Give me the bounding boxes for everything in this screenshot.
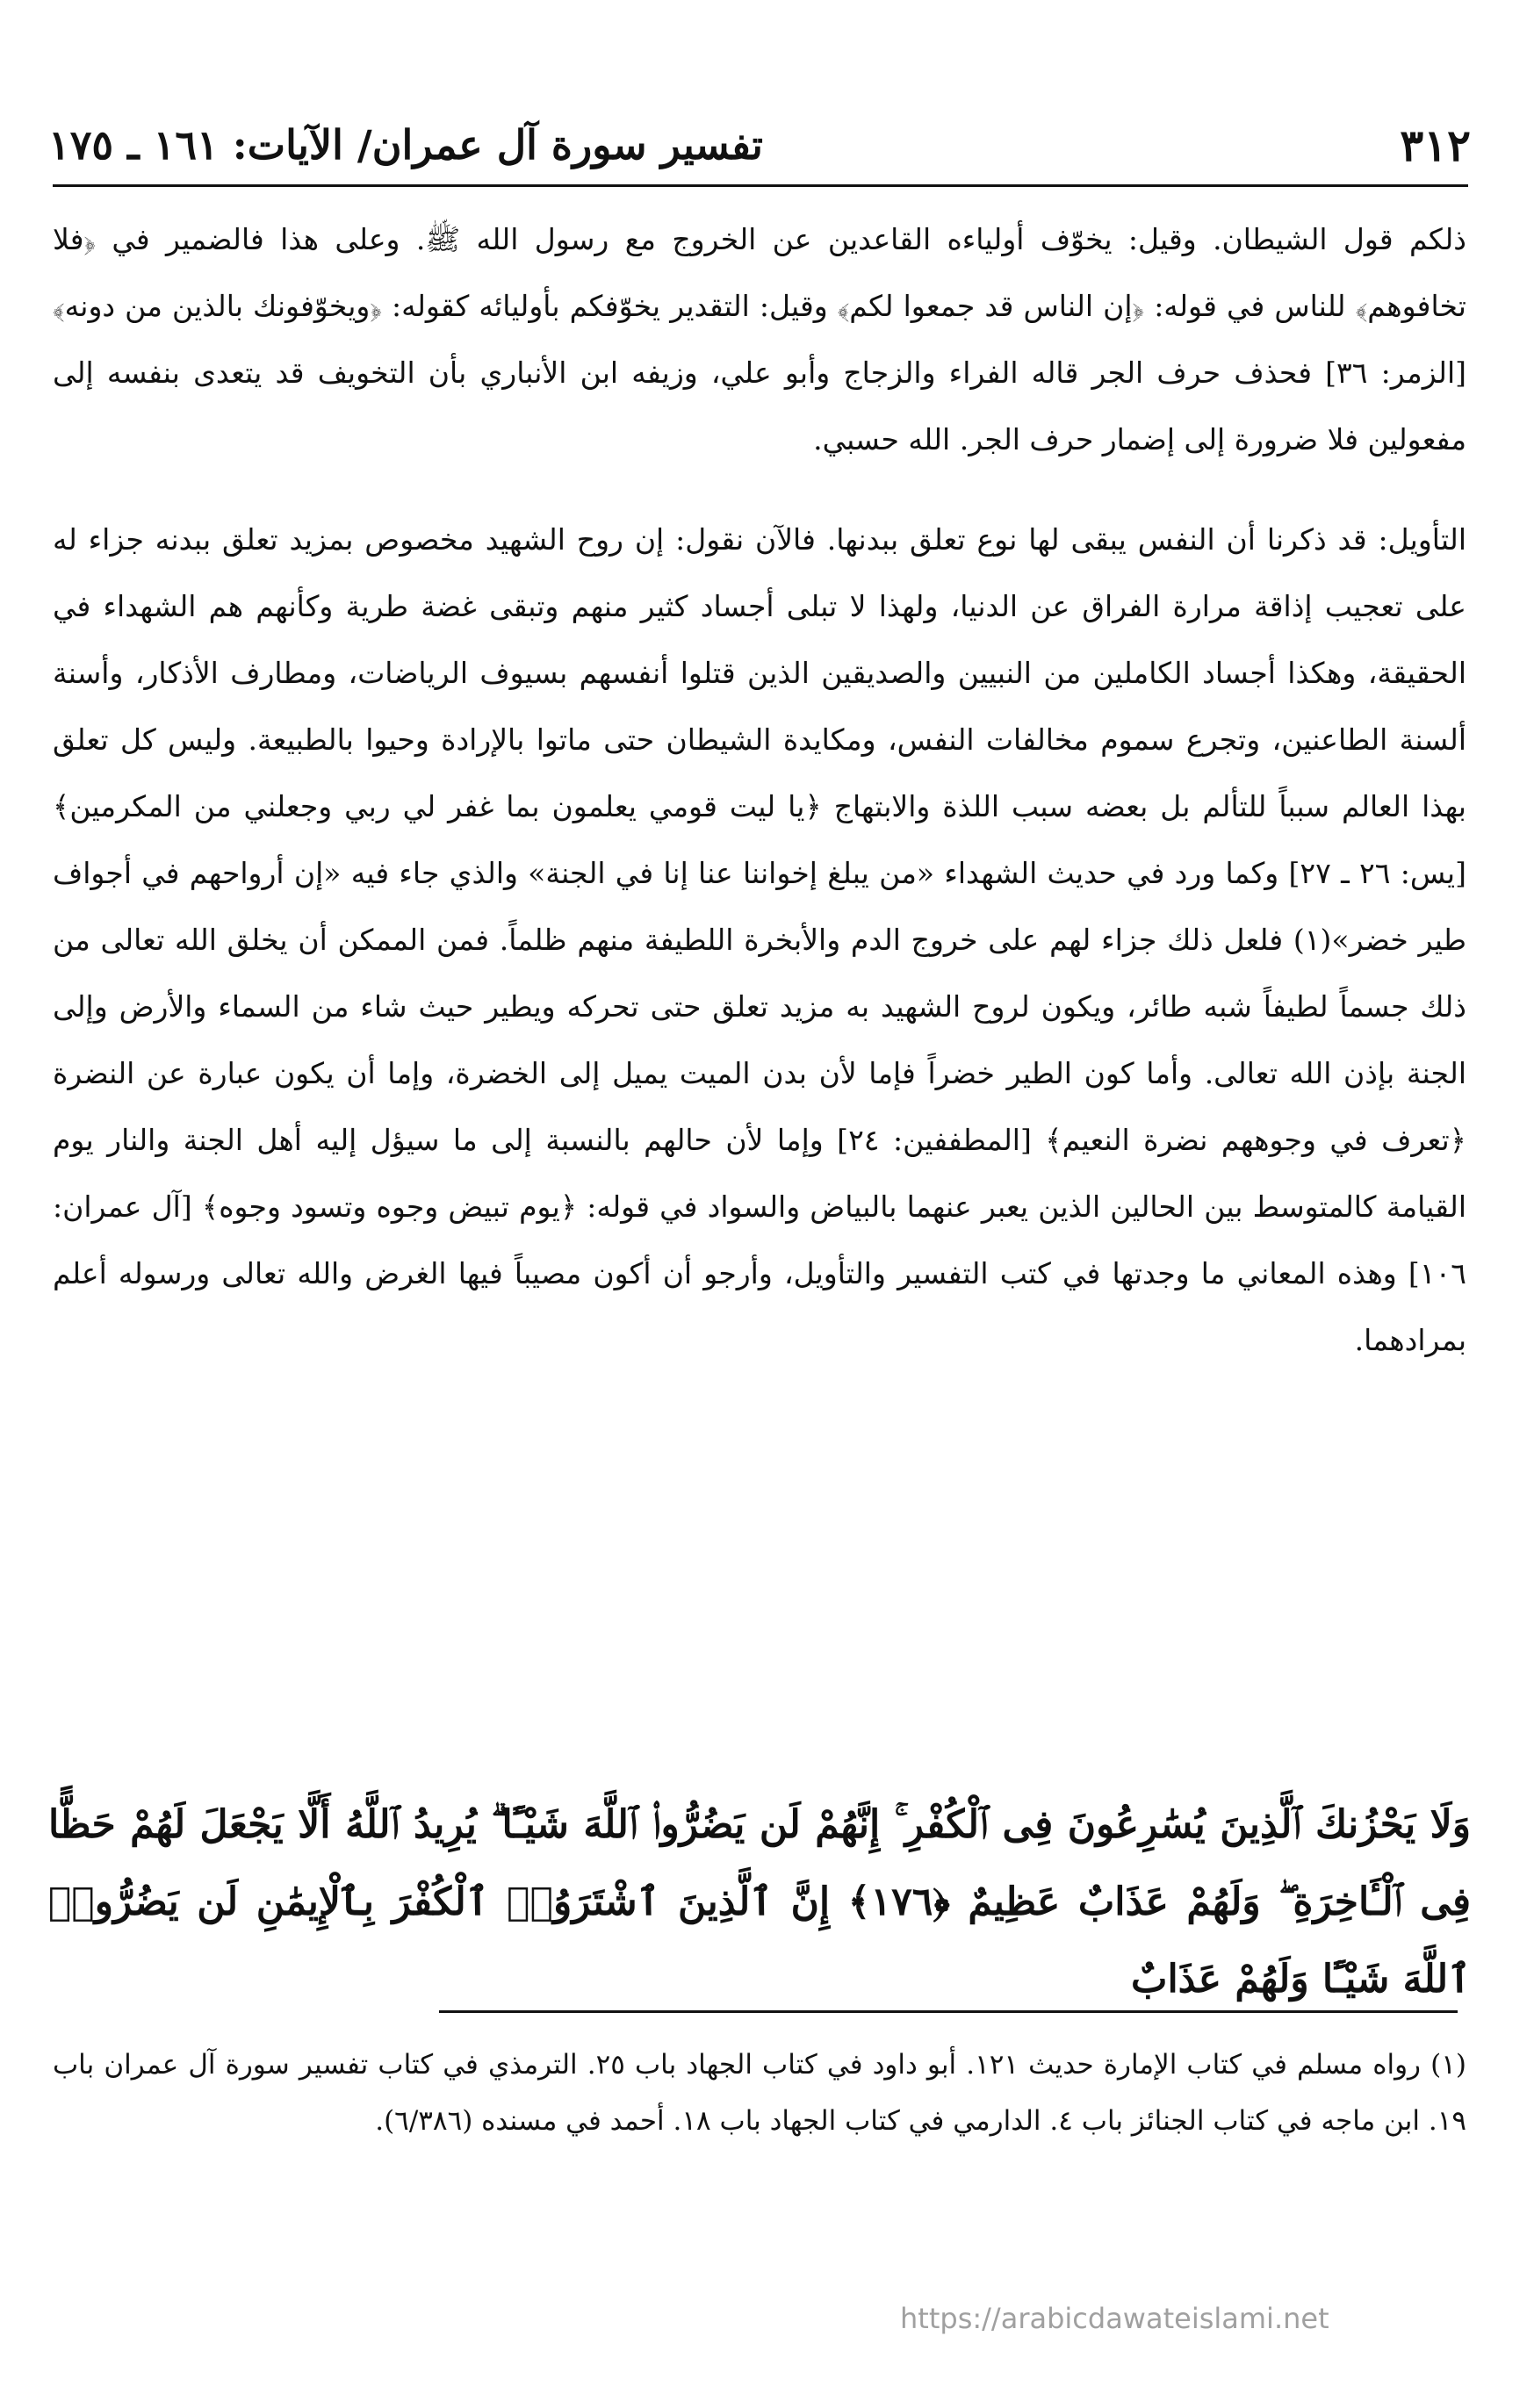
main-text (53, 206, 1466, 1374)
footnote-rule (439, 2010, 1458, 2013)
paragraph-commentary: ذلكم قول الشيطان. وقيل: يخوّف أولياءه القاعدين عن الخروج مع رسول الله ﷺ. وعلى هذا فالضمير في ﴿فلا تخافوهم﴾ للناس في قوله: ﴿إن الناس قد جمعوا لكم﴾ وقيل: التقدير يخوّفكم بأوليائه كقوله: ﴿ويخوّفونك بالذين من دونه﴾ [الزمر: ٣٦] فحذف حرف الجر قاله الفراء والزجاج وأبو علي، وزيفه ابن الأنباري بأن التخويف قد يتعدى بنفسه إلى مفعولين فلا ضرورة إلى إضمار حرف الجر. الله حسبي. (53, 222, 1466, 456)
watermark-url: https://arabicdawateislami.net (900, 2302, 1329, 2335)
page-number: ٣١٢ (1400, 119, 1471, 171)
running-title: تفسير سورة آل عمران/ الآيات: ١٦١ ـ ١٧٥ (48, 121, 763, 169)
paragraph-interpretation: التأويل: قد ذكرنا أن النفس يبقى لها نوع تعلق ببدنها. فالآن نقول: إن روح الشهيد مخصوص بمزيد تعلق ببدنه جزاء له على تعجيب إذاقة مرارة الفراق عن الدنيا، ولهذا لا تبلى أجساد كثير منهم وتبقى غضة طرية وكأنهم هم الشهداء في الحقيقة، وهكذا أجساد الكاملين من النبيين والصديقين الذين قتلوا أنفسهم بسيوف الرياضات، ومطارف الأذكار، وأسنة ألسنة الطاعنين، وتجرع سموم مخالفات النفس، ومكايدة الشيطان حتى ماتوا بالإرادة وحيوا بالطبيعة. وليس كل تعلق بهذا العالم سبباً للتألم بل بعضه سبب اللذة والابتهاج ﴿يا ليت قومي يعلمون بما غفر لي ربي وجعلني من المكرمين﴾ [يس: ٢٦ ـ ٢٧] وكما ورد في حديث الشهداء «من يبلغ إخواننا عنا إنا في الجنة» والذي جاء فيه «إن أرواحهم في أجواف طير خضر»(١) فلعل ذلك جزاء لهم على خروج الدم والأبخرة اللطيفة منهم ظلماً. فمن الممكن أن يخلق الله تعالى من ذلك جسماً لطيفاً شبه طائر، ويكون لروح الشهيد به مزيد تعلق حتى تحركه ويطير حيث شاء من السماء والأرض وإلى الجنة بإذن الله تعالى. وأما كون الطير خضراً فإما لأن بدن الميت يميل إلى الخضرة، وإما أن يكون عبارة عن النضرة ﴿تعرف في وجوههم نضرة النعيم﴾ [المطففين: ٢٤] وإما لأن حالهم بالنسبة إلى ما سيؤل إليه أهل الجنة والنار يوم القيامة كالمتوسط بين الحالين الذين يعبر عنهما بالبياض والسواد في قوله: ﴿يوم تبيض وجوه وتسود وجوه﴾ [آل عمران: ١٠٦] وهذه المعاني ما وجدتها في كتب التفسير والتأويل، وأرجو أن أكون مصيباً فيها الغرض والله تعالى ورسوله أعلم بمرادهما. (53, 522, 1466, 1357)
header-rule (53, 184, 1468, 187)
quran-verse: وَلَا يَحْزُنكَ ٱلَّذِينَ يُسَٰرِعُونَ فِى ٱلْكُفْرِ ۚ إِنَّهُمْ لَن يَضُرُّوا۟ ٱللَّهَ شَيْـًٔا ۗ يُرِيدُ ٱللَّهُ أَلَّا يَجْعَلَ لَهُمْ حَظًّا فِى ٱلْـَٔاخِرَةِ ۖ وَلَهُمْ عَذَابٌ عَظِيمٌ ﴿١٧٦﴾ إِنَّ ٱلَّذِينَ ٱشْتَرَوُا۟ ٱلْكُفْرَ بِٱلْإِيمَٰنِ لَن يَضُرُّوا۟ ٱللَّهَ شَيْـًٔا وَلَهُمْ عَذَابٌ (48, 1802, 1471, 2002)
footnote: (١) رواه مسلم في كتاب الإمارة حديث ١٢١. أبو داود في كتاب الجهاد باب ٢٥. الترمذي في كتاب تفسير سورة آل عمران باب ١٩. ابن ماجه في كتاب الجنائز باب ٤. الدارمي في كتاب الجهاد باب ١٨. أحمد في مسنده (٦/٣٨٦). (53, 2049, 1466, 2137)
page-header (48, 114, 1471, 176)
